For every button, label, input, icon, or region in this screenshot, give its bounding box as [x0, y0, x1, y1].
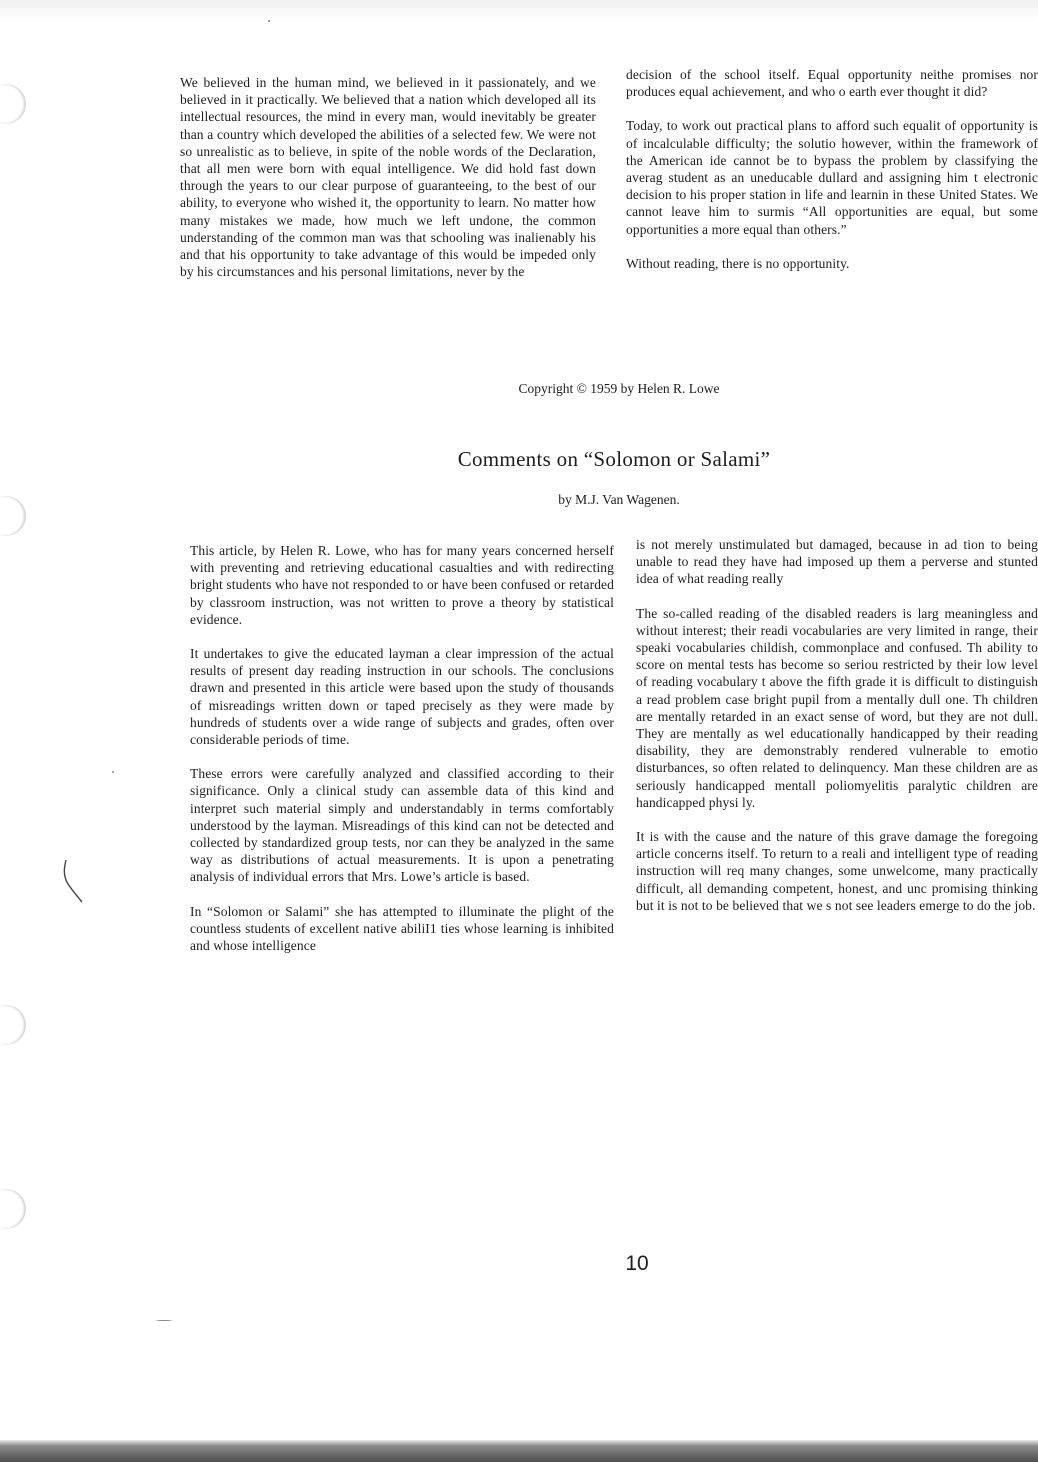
paragraph: It is with the cause and the nature of this grave damage the foregoing article concerns itself. To return to a reali and intelligent type of reading instruction will req many changes, some unwelcome, many practically difficult, all demanding competent, honest, and unc promising thinking but it is not to be believed that we s not see leaders emerge to do the job.	[636, 829, 1038, 913]
binder-hole	[0, 84, 26, 124]
scan-speck	[156, 1320, 172, 1321]
paragraph: This article, by Helen R. Lowe, who has for many years concerned herself with preventing and retrieving educational casualties and with redirecting bright students who have not responded to or have been confused or retarded by classroom instruction, was not written to prove a theory by statistical evidence.	[190, 543, 614, 627]
paragraph: In “Solomon or Salami” she has attempted to illuminate the plight of the countless students of excellent native abiliI1 ties whose learning is inhibited and whose intelligence	[190, 903, 614, 954]
copyright-notice: Copyright © 1959 by Helen R. Lowe	[518, 381, 720, 396]
paragraph: These errors were carefully analyzed and classified according to their significance. Only a clinical study can assemble data of this kind and interpret such material simply and understandably in terms comfortably understood by the layman. Misreadings of this kind can not be detected and collected by standardized group tests, nor can they be analyzed in the same way as distributions of actual measurements. It is upon a penetrating analysis of individual errors that Mrs. Lowe’s article is based.	[190, 766, 614, 885]
comments-left-column	[190, 542, 614, 1102]
article-title: Comments on “Solomon or Salami”	[457, 447, 771, 471]
paragraph: decision of the school itself. Equal opportunity neithe promises nor produces equal achievement, and who o earth ever thought it did?	[626, 67, 1038, 100]
top-right-column	[626, 66, 1038, 366]
paragraph: It undertakes to give the educated layman a clear impression of the actual results of present day reading instruction in our schools. The conclusions drawn and presented in this article were based upon the study of thousands of misreadings written down or taped precisely as they were made by hundreds of students over a wide range of subjects and grades, often over considerable periods of time.	[190, 646, 614, 748]
article-byline: by M.J. Van Wagenen.	[558, 492, 680, 507]
binder-hole	[0, 1189, 26, 1229]
scan-top-edge	[0, 0, 1038, 22]
paragraph: The so-called reading of the disabled readers is larg meaningless and without interest; their readi vocabularies are very limited in range, their speaki vocabularies childish, commonplace and confused. Th ability to score on mental tests has become so seriou restricted by their low level of reading vocabulary t above the fifth grade it is difficult to distinguish a read problem case bright pupil from a mentally dull one. Th children are mentally retarded in an exact sense of word, but they are not dull. They are mentally as wel educationally handicapped by their reading disability, they are demonstrably rendered vulnerable to emotio disturbances, so often related to delinquency. Man these children are as seriously handicapped mentall poliomyelitis paralytic children are handicapped physi ly.	[636, 605, 1038, 810]
viewer-bottom-edge	[0, 1440, 1038, 1462]
paragraph: is not merely unstimulated but damaged, because in ad tion to being unable to read they have had imposed up them a perverse and stunted idea of what reading really	[636, 537, 1038, 587]
binder-hole	[0, 1005, 26, 1045]
comments-right-column	[636, 536, 1038, 1096]
top-left-column	[180, 74, 596, 374]
pen-mark	[60, 858, 86, 906]
paragraph: We believed in the human mind, we believed in it passionately, and we believed in it practically. We believed that a nation which developed all its intellectual resources, the mind in every man, would inevitably be greater than a country which developed the abilities of a selected few. We were not so unrealistic as to believe, in spite of the noble words of the Declaration, that all men were born with equal intelligence. We did hold fast down through the years to our clear purpose of guaranteeing, to the best of our ability, to everyone who wished it, the opportunity to learn. No matter how many mistakes we made, how much we left undone, the common understanding of the common man was that schooling was inalienably his and that his opportunity to take advantage of this would be impeded only by his circumstances and his personal limitations, never by the	[180, 75, 596, 280]
paragraph: Without reading, there is no opportunity.	[626, 255, 850, 271]
scan-speck	[112, 771, 114, 773]
paragraph: Today, to work out practical plans to afford such equalit of opportunity is of incalculable difficulty; the solutio however, within the framework of the American ide cannot be to bypass the problem by classifying the averag student as an uneducable dullard and assigning him t electronic decision to his proper station in life and learnin in these United States. We cannot leave him to surmis “All opportunities are equal, but some opportunities a more equal than others.”	[626, 118, 1038, 237]
page-number: 10	[625, 1252, 649, 1275]
scan-speck	[268, 20, 270, 22]
